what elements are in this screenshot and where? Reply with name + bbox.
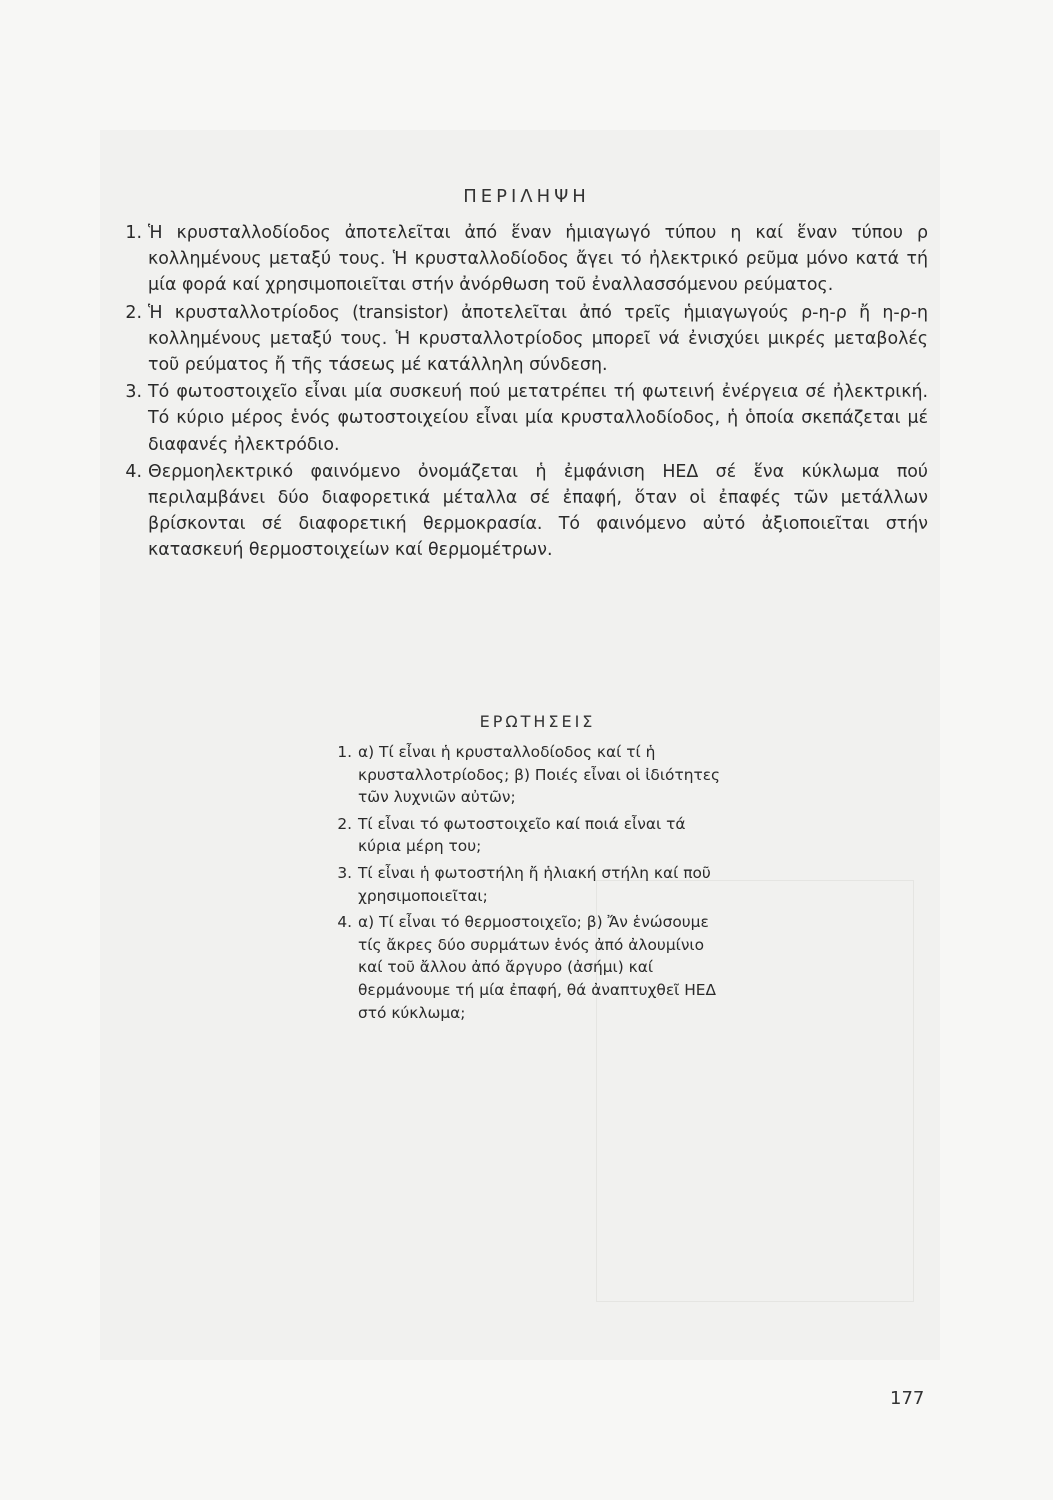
question-item-text: Τί εἶναι ἡ φωτοστήλη ἤ ἡλιακή στήλη καί ποῦ χρησιμοποιεῖται; — [358, 863, 711, 905]
summary-item-text: Ἡ κρυσταλλοτρίοδος (transistor) ἀποτελεῖται ἀπό τρεῖς ἡμιαγωγούς ρ-η-ρ ἤ η-ρ-η κολλημένους μεταξύ τους. Ἡ κρυσταλλοτρίοδος μπορεῖ νά ἐνισχύει μικρές μεταβολές τοῦ ρεύματος ἤ τῆς τάσεως μέ κατάλληλη σύνδεση. — [148, 302, 928, 376]
summary-heading: ΠΕΡΙΛΗΨΗ — [463, 186, 590, 207]
question-item — [326, 813, 726, 858]
summary-item-number: 3. — [125, 382, 142, 403]
page-number: 177 — [890, 1388, 925, 1409]
summary-item — [118, 459, 928, 564]
question-item — [326, 741, 726, 809]
summary-item — [118, 300, 928, 379]
summary-item — [118, 379, 928, 458]
summary-item-number: 1. — [125, 223, 142, 243]
summary-item-text: Τό φωτοστοιχεῖο εἶναι μία συσκευή πού μετατρέπει τή φωτεινή ἐνέργεια σέ ἠλεκτρική. Τό κύριο μέρος ἑνός φωτοστοιχείου εἶναι μία κρυσταλλοδίοδος, ἡ ὁποία σκεπάζεται μέ διαφανές ἠλεκτρόδιο. — [148, 382, 928, 455]
question-item-number: 2. — [337, 814, 352, 833]
summary-item-text: Ἡ κρυσταλλοδίοδος ἀποτελεῖται ἀπό ἕναν ἡμιαγωγό τύπου η καί ἕναν τύπου ρ κολλημένους μεταξύ τους. Ἡ κρυσταλλοδίοδος ἄγει τό ἠλεκτρικό ρεῦμα μόνο κατά τή μία φορά καί χρησιμοποιεῖται στήν ἀνόρθωση τοῦ ἐναλλασσόμενου ρεύματος. — [148, 223, 928, 296]
summary-item — [118, 220, 928, 299]
question-item-number: 3. — [337, 863, 352, 882]
questions-list — [326, 741, 726, 1028]
question-item-number: 4. — [337, 913, 352, 932]
summary-item-number: 4. — [125, 461, 142, 482]
questions-heading: ΕΡΩΤΗΣΕΙΣ — [479, 712, 596, 731]
summary-list — [118, 220, 928, 565]
question-item-text: Τί εἶναι τό φωτοστοιχεῖο καί ποιά εἶναι τά κύρια μέρη του; — [358, 814, 686, 856]
question-item — [326, 862, 726, 907]
question-item-text: α) Τί εἶναι ἡ κρυσταλλοδίοδος καί τί ἡ κρυσταλλοτρίοδος; β) Ποιές εἶναι οἱ ἰδιότητες τῶν λυχνιῶν αὐτῶν; — [358, 743, 721, 807]
question-item — [326, 911, 726, 1024]
question-item-number: 1. — [337, 743, 352, 761]
summary-item-number: 2. — [125, 302, 142, 323]
question-item-text: α) Τί εἶναι τό θερμοστοιχεῖο; β) Ἄν ἑνώσουμε τίς ἄκρες δύο συρμάτων ἑνός ἀπό ἀλουμίνιο καί τοῦ ἄλλου ἀπό ἄργυρο (ἀσήμι) καί θερμάνουμε τή μία ἐπαφή, θά ἀναπτυχθεῖ ΗΕΔ στό κύκλωμα; — [358, 913, 717, 1022]
summary-item-text: Θερμοηλεκτρικό φαινόμενο ὀνομάζεται ἡ ἐμφάνιση ΗΕΔ σέ ἕνα κύκλωμα πού περιλαμβάνει δύο διαφορετικά μέταλλα σέ ἐπαφή, ὅταν οἱ ἐπαφές τῶν μετάλλων βρίσκονται σέ διαφορετική θερμοκρασία. Τό φαινόμενο αὐτό ἀξιοποιεῖται στήν κατασκευή θερμοστοιχείων καί θερμομέτρων. — [148, 461, 928, 561]
